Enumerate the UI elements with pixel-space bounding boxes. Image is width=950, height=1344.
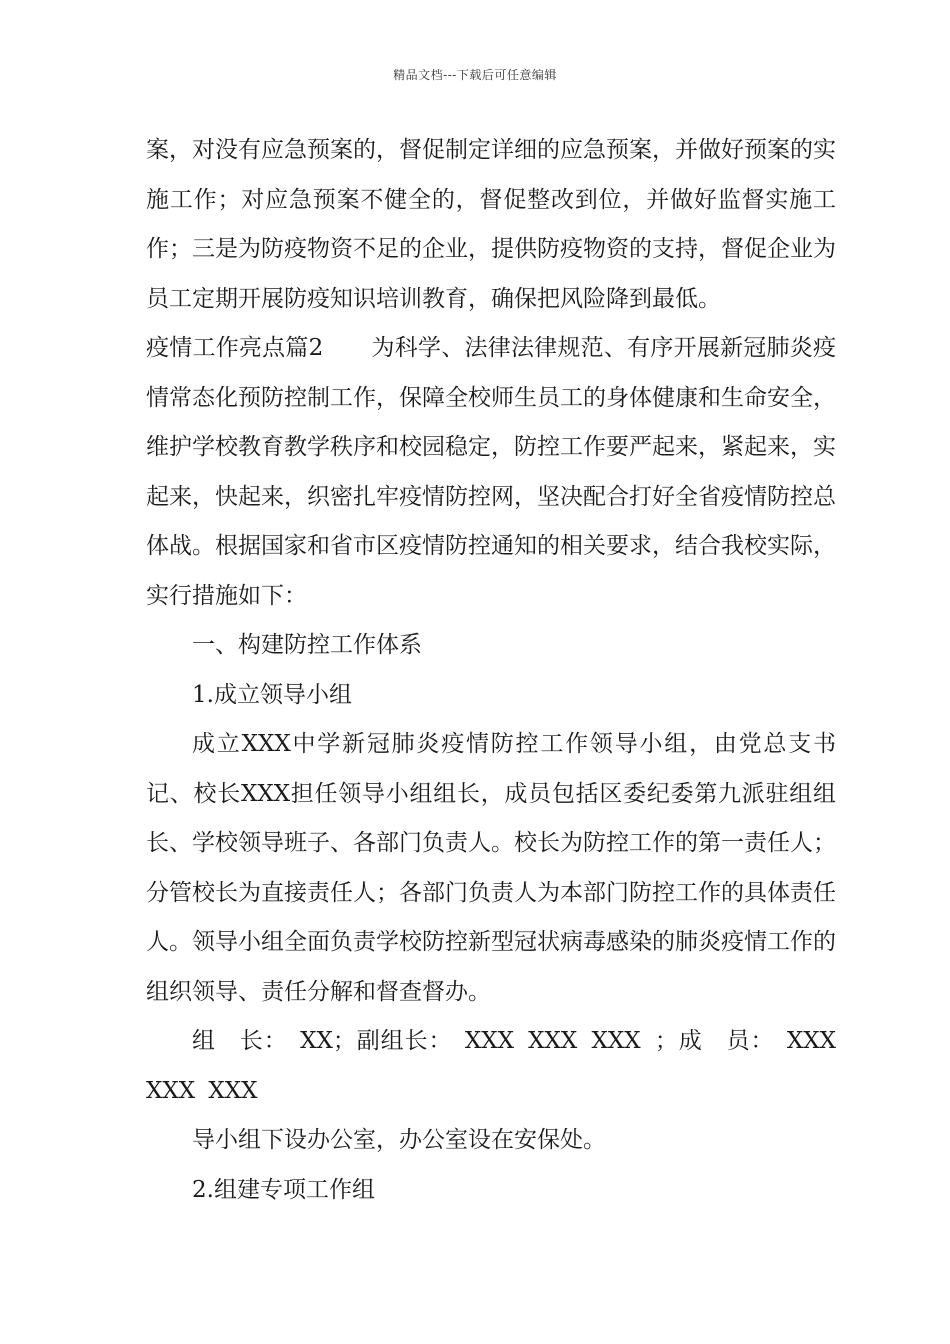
- paragraph-continuation: 案，对没有应急预案的，督促制定详细的应急预案，并做好预案的实施工作；对应急预案不健全的，督促整改到位，并做好监督实施工作；三是为防疫物资不足的企业，提供防疫物资的支持，督促企业为员工定期开展防疫知识培训教育，确保把风险降到最低。: [146, 137, 836, 312]
- item-heading-2: 2.组建专项工作组: [192, 1176, 375, 1203]
- paragraph-section-intro: [146, 324, 836, 621]
- paragraph-leadership: 成立XXX中学新冠肺炎疫情防控工作领导小组，由党总支书记、校长XXX担任领导小组组长，成员包括区委纪委第九派驻组组长、学校领导班子、各部门负责人。校长为防控工作的第一责任人；分管校长为直接责任人；各部门负责人为本部门防控工作的具体责任人。领导小组全面负责学校防控新型冠状病毒感染的肺炎疫情工作的组织领导、责任分解和督查督办。: [146, 731, 836, 1005]
- article-title: 疫情工作亮点篇2: [146, 335, 324, 361]
- item-heading-1: 1.成立领导小组: [192, 681, 352, 708]
- member-list: 组 长： XX；副组长： XXX XXX XXX ；成 员： XXX XXX XXX: [146, 1028, 836, 1104]
- intro-text: 为科学、法律法律规范、有序开展新冠肺炎疫情常态化预防控制工作，保障全校师生员工的身体健康和生命安全，维护学校教育教学秩序和校园稳定，防控工作要严起来，紧起来，实起来，快起来，织密扎牢疫情防控网，坚决配合打好全省疫情防控总体战。根据国家和省市区疫情防控通知的相关要求，结合我校实际，实行措施如下：: [146, 335, 837, 609]
- paragraph-office: 导小组下设办公室，办公室设在安保处。: [192, 1127, 606, 1153]
- section-heading-1: 一、构建防控工作体系: [192, 632, 422, 658]
- page-header: 精品文档---下载后可任意编辑: [393, 68, 557, 82]
- document-body: [146, 126, 836, 1215]
